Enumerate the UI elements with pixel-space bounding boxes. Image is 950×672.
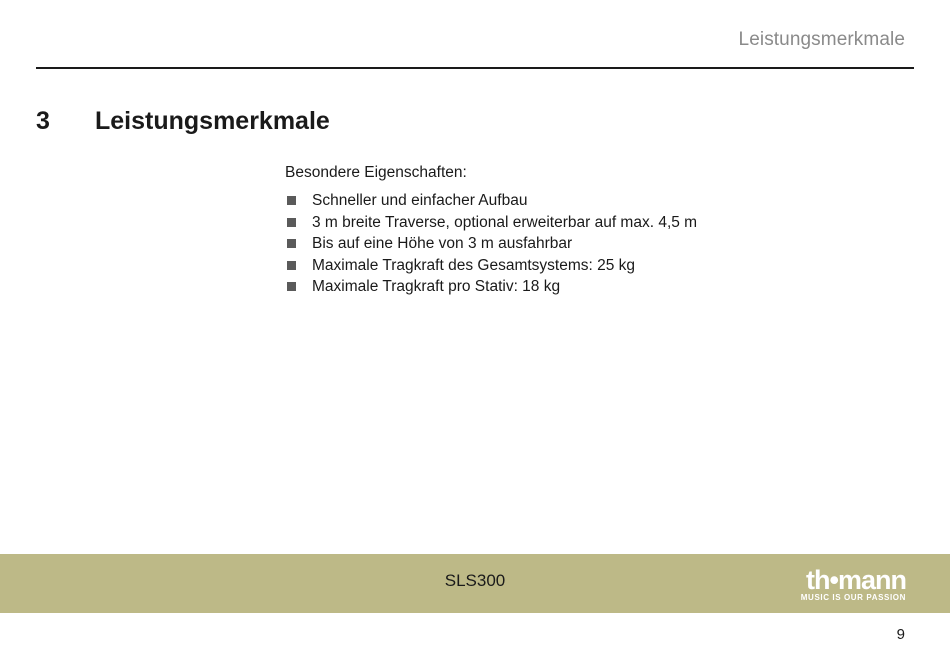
feature-item xyxy=(285,278,697,300)
logo-wordmark: th•mann xyxy=(806,565,906,595)
feature-text: Maximale Tragkraft pro Stativ: 18 kg xyxy=(312,278,561,295)
header-divider xyxy=(36,67,914,69)
chapter-number: 3 xyxy=(36,107,50,135)
feature-item xyxy=(285,235,697,257)
logo-tagline: MUSIC IS OUR PASSION xyxy=(800,593,906,602)
thomann-logo xyxy=(790,566,906,602)
features-intro: Besondere Eigenschaften: xyxy=(285,164,467,181)
chapter-title: Leistungsmerkmale xyxy=(95,107,330,135)
feature-item xyxy=(285,214,697,236)
model-name: SLS300 xyxy=(444,571,506,590)
square-bullet-icon xyxy=(287,196,296,205)
footer-band xyxy=(0,554,950,613)
feature-item xyxy=(285,192,697,214)
square-bullet-icon xyxy=(287,261,296,270)
feature-list xyxy=(285,192,697,300)
running-header-title: Leistungsmerkmale xyxy=(738,29,905,50)
square-bullet-icon xyxy=(287,218,296,227)
feature-text: Schneller und einfacher Aufbau xyxy=(312,192,528,209)
feature-text: 3 m breite Traverse, optional erweiterbar auf max. 4,5 m xyxy=(312,213,698,231)
feature-item xyxy=(285,257,697,279)
square-bullet-icon xyxy=(287,239,296,248)
page-number: 9 xyxy=(896,626,905,643)
feature-text: Bis auf eine Höhe von 3 m ausfahrbar xyxy=(312,235,573,252)
square-bullet-icon xyxy=(287,282,296,291)
feature-text: Maximale Tragkraft des Gesamtsystems: 25 kg xyxy=(312,256,636,274)
